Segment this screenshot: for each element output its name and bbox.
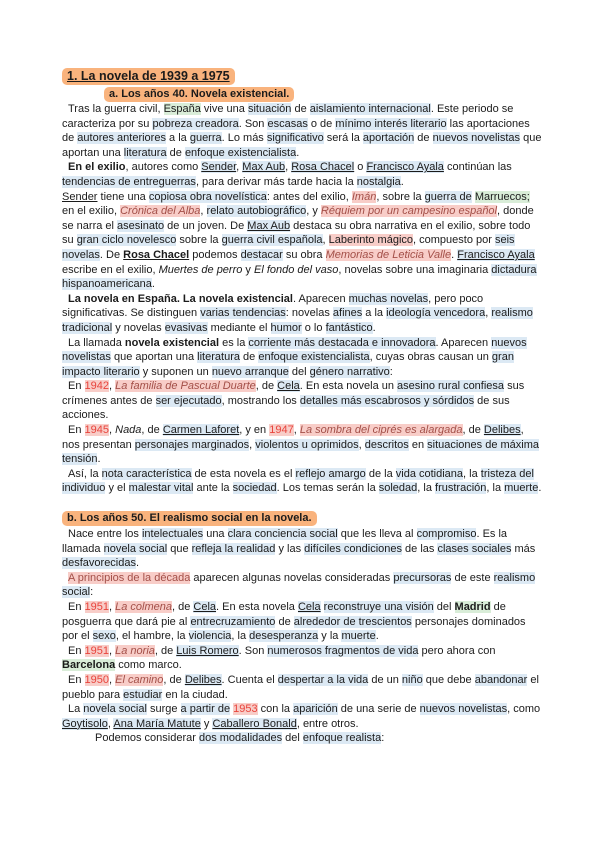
text-run: destaca su obra narrativa en el exilio, sobre todo su (62, 219, 531, 247)
text-run: relato autobiográfico (206, 205, 307, 218)
text-run: personajes dominados por el (62, 615, 526, 643)
text-run: aparecen algunas novelas consideradas (190, 571, 394, 584)
text-run: Goytisolo (62, 717, 108, 730)
text-run: que aportan una (110, 351, 198, 364)
text-run: compromiso (416, 528, 477, 541)
text-run: Delibes (483, 424, 521, 437)
text-run: asesinato (117, 219, 165, 232)
text-run: , (109, 673, 116, 686)
text-run: , (109, 424, 116, 437)
text-run: , (485, 307, 492, 320)
text-run: , y en (239, 424, 270, 437)
text-run: . Son (238, 644, 268, 657)
text-run: A principios de la década (68, 571, 191, 584)
text-run: La sombra del ciprés es alargada (299, 424, 463, 437)
text-run: de esta novela es el (191, 467, 296, 480)
text-run: , la (417, 482, 436, 495)
text-run: . Es la llamada (62, 528, 508, 555)
text-run: las aportaciones de (62, 117, 530, 145)
text-run: En (68, 644, 85, 657)
text-run: mínimo interés literario (335, 117, 447, 130)
paragraph-sender-works (62, 190, 542, 292)
text-run: . (296, 146, 300, 159)
text-run: Nada (115, 424, 142, 437)
text-run: enfoque realista (302, 732, 382, 745)
text-run: . (451, 248, 458, 261)
paragraph-1953-novela-social (62, 702, 542, 731)
paragraph-1945-nada (62, 423, 542, 467)
text-run: más (511, 542, 536, 555)
text-run: guerra de (424, 190, 472, 203)
document-content (62, 68, 542, 746)
text-run: En (68, 601, 85, 613)
text-run: que (167, 542, 192, 555)
text-run: novela existencial (124, 336, 220, 349)
text-run: pero ahora con (418, 644, 496, 657)
text-run: nuevos novelistas (419, 703, 508, 716)
text-run: , (249, 438, 256, 451)
text-run: 1942 (84, 380, 109, 393)
text-run: del (288, 365, 310, 378)
text-run: realismo social (62, 571, 536, 599)
text-run: frustración (435, 482, 487, 495)
text-run: , de (255, 380, 278, 393)
text-run: . Lo más (221, 132, 267, 145)
text-run: . (97, 453, 101, 466)
text-run: que aportan una (62, 132, 542, 159)
text-run: y el (105, 482, 129, 495)
text-run: es la (219, 336, 249, 349)
text-run: : antes del exilio, (266, 190, 352, 203)
text-run: precursoras (393, 571, 452, 584)
text-run: literatura (197, 351, 240, 364)
text-run: vida cotidiana (395, 467, 464, 480)
text-run: , sobre la (376, 190, 425, 203)
text-run: situación (247, 103, 292, 115)
text-run: que debe (422, 673, 475, 686)
text-run: . En esta novela un (299, 380, 398, 393)
text-run: de las (402, 542, 438, 555)
text-run: descritos (364, 438, 409, 451)
text-run: . Aparecen (292, 292, 349, 305)
text-run: que les lleva al (337, 528, 417, 541)
text-run: el pueblo para (62, 673, 539, 701)
text-run: alrededor de trescientos (293, 615, 412, 628)
text-run: Max Aub (247, 219, 291, 232)
text-run: Rosa Chacel (291, 161, 355, 174)
text-run: Así, la (68, 467, 102, 480)
text-run: Laberinto mágico (328, 234, 414, 247)
text-run: , la (231, 630, 250, 643)
text-run: , novelas sobre una imaginaria (338, 263, 492, 276)
text-run: , (285, 161, 292, 174)
text-run: afines (332, 307, 363, 320)
text-run: del (282, 732, 303, 745)
text-run: 1951 (84, 601, 109, 613)
text-run: a la (165, 132, 190, 145)
text-run: intelectuales (141, 528, 204, 541)
text-run: evasivas (164, 321, 208, 334)
text-run: Delibes (184, 673, 222, 686)
text-run: , de (154, 644, 177, 657)
text-run: , (109, 601, 116, 613)
text-run: de un (368, 673, 402, 686)
text-run: , de (172, 601, 194, 613)
text-run: , de (462, 424, 484, 437)
text-run: significativo (266, 132, 324, 145)
text-run: Madrid (454, 601, 491, 613)
text-run: guerra civil española (221, 234, 323, 247)
text-run: detalles más escabrosos y sórdidos (299, 394, 475, 407)
text-run: varias tendencias (200, 307, 286, 320)
text-run: autores anteriores (77, 132, 166, 145)
text-run: , cuyas obras causan un (369, 351, 492, 364)
text-run: de (414, 132, 433, 145)
text-run: Podemos considerar (95, 732, 199, 745)
text-run: copiosa obra novelística (148, 190, 267, 203)
text-run: En (68, 673, 85, 686)
text-run: España (163, 103, 201, 115)
text-run: . (136, 557, 140, 570)
text-run: humor (270, 321, 302, 334)
text-run: realismo tradicional (62, 307, 533, 334)
text-run: La (68, 703, 84, 716)
text-run: . Los temas serán la (276, 482, 379, 495)
text-run: seis novelas (62, 234, 515, 261)
text-run: de (275, 615, 294, 628)
text-run: tristeza del individuo (62, 467, 534, 495)
text-run: novela social (103, 542, 168, 555)
text-run: reflejo amargo (295, 467, 366, 480)
text-run: Tras la guerra civil, (68, 103, 164, 115)
text-run: Carmen Laforet (162, 424, 240, 437)
text-run: 1950 (84, 673, 109, 686)
text-run: una (203, 528, 228, 541)
paragraph-postwar-context (62, 102, 542, 160)
text-run: abandonar (474, 673, 528, 686)
text-run: , (109, 644, 116, 657)
text-run: , de (141, 424, 163, 437)
text-run: Marruecos; (474, 190, 530, 203)
text-run: sociedad (232, 482, 277, 495)
text-run: . Son (238, 117, 268, 130)
text-run: , (236, 161, 243, 174)
text-run: , la (486, 482, 505, 495)
text-run: despertar a la vida (277, 673, 369, 686)
text-run: de un joven. De (164, 219, 248, 232)
text-run: : (90, 586, 94, 599)
text-run: malestar vital (128, 482, 194, 495)
text-run: nuevo arranque (211, 365, 289, 378)
text-run: asesino rural confiesa (397, 380, 505, 393)
paragraph-novela-existencial (62, 336, 542, 380)
text-run: . Cuenta el (221, 673, 278, 686)
paragraph-conciencia-social (62, 527, 542, 571)
text-run: con la (257, 703, 294, 716)
text-run: 1945 (84, 424, 109, 437)
text-run: , (358, 438, 365, 451)
text-run: violentos u oprimidos (255, 438, 359, 451)
text-run: gran impacto literario (62, 351, 514, 378)
text-run: ideología vencedora (386, 307, 486, 320)
text-run: novela social (83, 703, 147, 716)
text-run: del (433, 601, 455, 613)
text-run: aparición (293, 703, 338, 716)
text-run: enfoque existencialista (258, 351, 370, 364)
text-run: desesperanza (249, 630, 319, 643)
text-run: , autores como (125, 161, 202, 174)
text-run: clara conciencia social (227, 528, 338, 541)
text-run: reconstruye una visión (323, 601, 434, 613)
text-run: La noria (115, 644, 155, 657)
text-run: ante la (193, 482, 233, 495)
spacer-before-section-b (62, 496, 542, 511)
section-a-heading (104, 87, 542, 102)
text-run: Luis Romero (176, 644, 239, 657)
text-run: y suponen un (139, 365, 212, 378)
paragraph-1950-el-camino (62, 673, 542, 702)
text-run: . Aparecen (435, 336, 492, 349)
text-run: , de (163, 673, 185, 686)
text-run: , la (463, 467, 481, 480)
text-run: tendencias de entreguerras (62, 175, 196, 188)
text-run: Cela (193, 601, 217, 613)
text-run: nostalgia (356, 175, 401, 188)
text-run: y novelas (112, 321, 165, 334)
text-run: . (151, 278, 155, 291)
text-run: a. Los años 40. Novela existencial. (104, 87, 294, 102)
paragraph-nota-caracteristica (62, 467, 542, 496)
text-run: Muertes de perro (158, 263, 243, 276)
text-run: 1. La novela de 1939 a 1975 (62, 68, 235, 85)
text-run: en (408, 438, 428, 451)
text-run: guerra (189, 132, 222, 145)
section-b-heading (62, 511, 542, 526)
text-run: escribe en el exilio, (62, 263, 159, 276)
text-run: , el hambre, la (115, 630, 189, 643)
text-run: . (375, 630, 379, 643)
text-run: Crónica del Alba (120, 205, 201, 218)
text-run: ser ejecutado (155, 394, 222, 407)
text-run: o de (307, 117, 336, 130)
text-run: , (109, 380, 116, 393)
text-run: de (291, 103, 310, 115)
text-run: como marco. (115, 659, 182, 672)
text-run: pobreza creadora (152, 117, 239, 130)
text-run: o lo (301, 321, 326, 334)
text-run: El camino (115, 673, 164, 686)
text-run: Sender (62, 190, 98, 203)
text-run: y las (275, 542, 305, 555)
text-run: refleja la realidad (191, 542, 276, 555)
text-run: de (166, 146, 185, 159)
text-run: Réquiem por un campesino español (320, 205, 497, 218)
text-run: La familia de Pascual Duarte (115, 380, 256, 393)
text-run: sexo (92, 630, 116, 643)
text-run: gran ciclo novelesco (76, 234, 177, 247)
text-run: tiene una (97, 190, 149, 203)
text-run: desfavorecidas (62, 557, 136, 570)
text-run: : novelas (285, 307, 333, 320)
text-run: , donde se narra el (62, 205, 534, 232)
paragraph-dos-modalidades (62, 731, 542, 746)
text-run: de (239, 351, 259, 364)
text-run: corriente más destacada e innovadora (248, 336, 436, 349)
main-title (62, 68, 542, 85)
text-run: literatura (123, 146, 167, 159)
text-run: Memorias de Leticia Valle (325, 248, 452, 261)
text-run: de la (365, 467, 396, 480)
text-run: nuevos novelistas (432, 132, 521, 145)
text-run: será la (323, 132, 363, 145)
text-run: b. Los años 50. El realismo social en la novela. (62, 511, 317, 526)
text-run: Caballero Bonald (212, 717, 297, 730)
text-run: Cela (277, 380, 300, 393)
text-run: Nace entre los (68, 528, 142, 541)
text-run: 1951 (84, 644, 109, 657)
text-run: nuevos novelistas (62, 336, 527, 364)
text-run: , nos presentan (62, 424, 524, 451)
text-run: sus crímenes antes de (62, 380, 525, 407)
paragraph-exile-authors (62, 160, 542, 189)
text-run: soledad (378, 482, 418, 495)
text-run: estudiar (123, 688, 163, 701)
text-run: aislamiento internacional (309, 103, 431, 115)
text-run: niño (401, 673, 423, 686)
text-run: su obra (282, 248, 326, 261)
text-run: 1953 (233, 703, 258, 716)
text-run: violencia (188, 630, 232, 643)
text-run: , compuesto por (413, 234, 495, 247)
text-run: nota característica (101, 467, 192, 480)
text-run: , (293, 424, 300, 437)
text-run: Max Aub (242, 161, 286, 174)
text-run: género narrativo (309, 365, 390, 378)
paragraph-1942-pascual-duarte (62, 379, 542, 423)
text-run: Barcelona (62, 659, 116, 672)
text-run: . Este periodo se caracteriza por su (62, 103, 514, 130)
text-run: Imán (351, 190, 377, 203)
text-run: muerte (341, 630, 376, 643)
text-run: : (381, 732, 385, 745)
paragraph-1951-la-colmena (62, 600, 542, 644)
text-run: a la (362, 307, 387, 320)
text-run: En el exilio (68, 161, 126, 174)
text-run: en el exilio, (62, 205, 121, 218)
text-run: , entre otros. (296, 717, 359, 730)
text-run: y la (318, 630, 342, 643)
text-run: : (389, 365, 393, 378)
text-run: destacar (240, 248, 283, 261)
text-run: clases sociales (437, 542, 512, 555)
text-run: . (372, 321, 376, 334)
text-run: de posguerra que dará pie al (62, 601, 506, 628)
text-run: difíciles condiciones (304, 542, 402, 555)
text-run: aportación (362, 132, 415, 145)
text-run: Francisco Ayala (457, 248, 535, 261)
text-run: La llamada (68, 336, 125, 349)
text-run: En (68, 380, 85, 393)
text-run: sobre la (176, 234, 222, 247)
paragraph-novel-in-spain (62, 292, 542, 336)
text-run: y (242, 263, 254, 276)
paragraph-precursoras (62, 571, 542, 600)
text-run: , como (507, 703, 541, 716)
text-run: , para derivar más tarde hacia la (195, 175, 357, 188)
text-run: enfoque existencialista (184, 146, 297, 159)
text-run: continúan las (443, 161, 512, 174)
text-run: situaciones de máxima tensión (62, 438, 540, 466)
text-run: fantástico (325, 321, 373, 334)
text-run: mediante el (207, 321, 271, 334)
text-run: dictadura hispanoamericana (62, 263, 537, 291)
text-run: . (400, 175, 404, 188)
text-run: podemos (189, 248, 241, 261)
text-run: Cela (297, 601, 321, 613)
text-run: en la ciudad. (162, 688, 228, 701)
text-run: personajes marginados (134, 438, 250, 451)
paragraph-1951-la-noria (62, 644, 542, 673)
text-run: de una serie de (337, 703, 420, 716)
text-run: muchas novelas (348, 292, 429, 305)
text-run: , (107, 717, 114, 730)
text-run: , mostrando los (221, 394, 300, 407)
text-run: . (538, 482, 542, 495)
text-run: de este (451, 571, 494, 584)
text-run: Sender (201, 161, 237, 174)
text-run: vive una (200, 103, 248, 115)
text-run: Ana María Matute (113, 717, 201, 730)
text-run: entrecruzamiento (190, 615, 276, 628)
text-run: En (68, 424, 85, 437)
text-run: Rosa Chacel (123, 248, 190, 261)
text-run: , (200, 205, 207, 218)
text-run: de sus acciones. (62, 394, 510, 422)
text-run: , (322, 234, 329, 247)
text-run: 1947 (269, 424, 294, 437)
text-run: muerte (504, 482, 539, 495)
text-run: a partir de (180, 703, 231, 716)
text-run: La novela en España. La novela existencial (68, 292, 293, 305)
text-run: . De (99, 248, 124, 261)
text-run: La colmena (115, 601, 172, 613)
text-run: escasas (267, 117, 308, 130)
text-run: , pero poco significativas. Se distinguen (62, 292, 484, 320)
text-run: El fondo del vaso (254, 263, 339, 276)
text-run: Francisco Ayala (366, 161, 444, 174)
text-run: dos modalidades (198, 732, 283, 745)
text-run: y (200, 717, 213, 730)
text-run: , y (306, 205, 321, 218)
text-run: o (354, 161, 367, 174)
text-run: surge (146, 703, 181, 716)
text-run: . En esta novela (216, 601, 298, 613)
text-run: numerosos fragmentos de vida (267, 644, 419, 657)
